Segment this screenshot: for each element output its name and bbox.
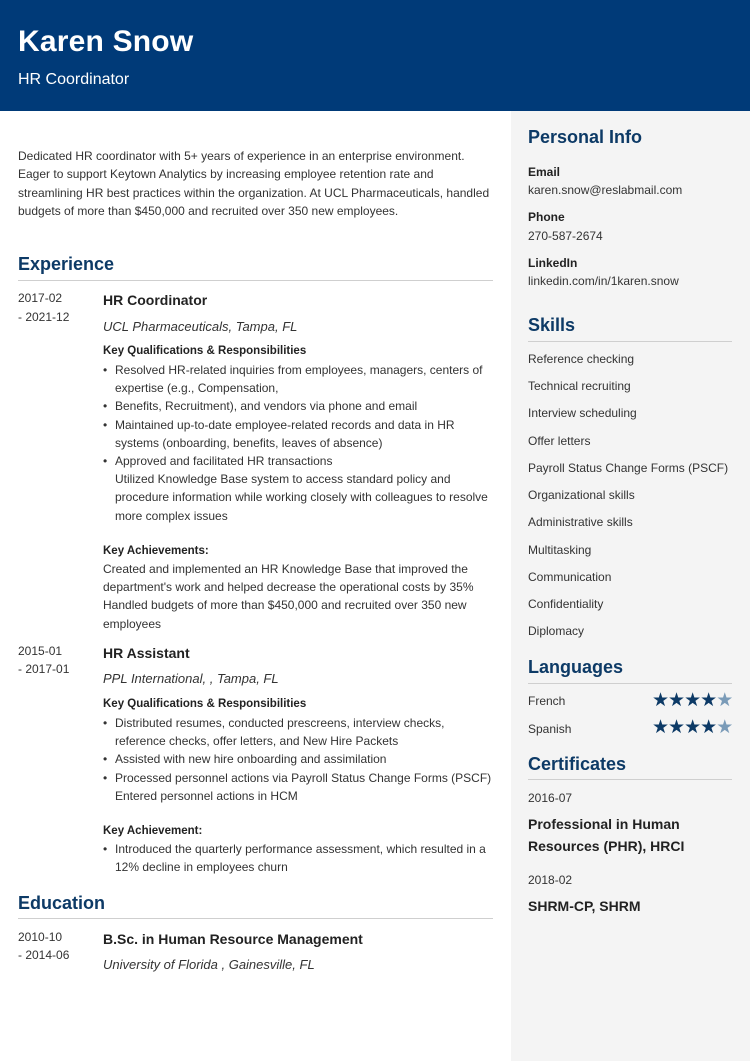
edu-date-start: 2010-10	[18, 930, 63, 944]
skills-divider	[528, 341, 732, 342]
certificate-date: 2016-07	[528, 791, 573, 805]
qualifications-heading: Key Qualifications & Responsibilities	[103, 698, 307, 710]
edu-degree: B.Sc. in Human Resource Management	[103, 931, 363, 947]
list-item: • Benefits, Recruitment), and vendors via phone and email	[103, 397, 495, 415]
star-filled-icon: ★	[652, 717, 669, 738]
job-title: HR Coordinator	[103, 292, 208, 308]
job-date-start: 2015-01	[18, 644, 63, 658]
list-item: • Assisted with new hire onboarding and assimilation	[103, 750, 495, 768]
skill-item: Administrative skills	[528, 515, 633, 529]
list-item: • Distributed resumes, conducted prescreens, interview checks, reference checks, offer letters, and New Hire Packets	[103, 714, 495, 750]
job-date-end: - 2017-01	[18, 662, 70, 676]
skill-item: Reference checking	[528, 352, 635, 366]
list-item: Utilized Knowledge Base system to access standard policy and procedure information while working closely with colleagues to resolve more complex issues	[115, 472, 488, 523]
language-name: Spanish	[528, 722, 572, 736]
main-column	[0, 111, 511, 1061]
star-empty-icon: ★	[716, 690, 733, 711]
certificate-name: SHRM-CP, SHRM	[528, 898, 641, 914]
certificate-name: Professional in Human Resources (PHR), HRCI	[528, 816, 685, 854]
education-title: Education	[18, 893, 106, 913]
star-filled-icon: ★	[684, 717, 701, 738]
skill-item: Interview scheduling	[528, 406, 637, 420]
experience-title: Experience	[18, 254, 115, 274]
list-item: • Resolved HR-related inquiries from employees, managers, centers of expertise (e.g., Compensation,	[103, 361, 495, 397]
resume-header	[0, 0, 750, 111]
skill-item: Confidentiality	[528, 597, 604, 611]
job-date-end: - 2021-12	[18, 310, 70, 324]
personal-info-title: Personal Info	[528, 127, 643, 147]
star-filled-icon: ★	[700, 690, 717, 711]
star-filled-icon: ★	[652, 690, 669, 711]
candidate-name: Karen Snow	[18, 25, 194, 58]
skill-item: Organizational skills	[528, 488, 635, 502]
job-company: UCL Pharmaceuticals, Tampa, FL	[103, 319, 298, 334]
skill-item: Diplomacy	[528, 624, 585, 638]
list-item: • Approved and facilitated HR transactions	[103, 452, 495, 470]
job-date-start: 2017-02	[18, 291, 63, 305]
skill-item: Multitasking	[528, 543, 592, 557]
list-item: Entered personnel actions in HCM	[115, 788, 298, 803]
email-label: Email	[528, 165, 561, 179]
list-item: • Maintained up-to-date employee-related records and data in HR systems (onboarding, benefits, leaves of absence)	[103, 416, 495, 452]
certificates-title: Certificates	[528, 754, 627, 774]
certificate-date: 2018-02	[528, 873, 573, 887]
skill-item: Communication	[528, 570, 612, 584]
language-rating-stars	[652, 691, 732, 710]
responsibilities-list	[103, 361, 495, 525]
language-name: French	[528, 694, 566, 708]
achievements-heading: Key Achievements:	[103, 545, 209, 557]
phone-value: 270-587-2674	[528, 229, 603, 243]
language-rating-stars	[652, 718, 732, 737]
list-item: • Introduced the quarterly performance assessment, which resulted in a 12% decline in employees churn	[103, 840, 495, 876]
achievements-list	[103, 840, 495, 876]
job-title: HR Assistant	[103, 645, 190, 661]
email-value: karen.snow@reslabmail.com	[528, 183, 683, 197]
sidebar	[511, 111, 750, 1061]
job-company: PPL International, , Tampa, FL	[103, 671, 279, 686]
skill-item: Payroll Status Change Forms (PSCF)	[528, 461, 729, 475]
star-filled-icon: ★	[668, 717, 685, 738]
star-filled-icon: ★	[684, 690, 701, 711]
candidate-role: HR Coordinator	[18, 71, 130, 88]
star-filled-icon: ★	[700, 717, 717, 738]
phone-label: Phone	[528, 210, 565, 224]
achievements-heading: Key Achievement:	[103, 825, 203, 837]
star-filled-icon: ★	[668, 690, 685, 711]
languages-divider	[528, 683, 732, 684]
qualifications-heading: Key Qualifications & Responsibilities	[103, 345, 307, 357]
achievements-text: Created and implemented an HR Knowledge Base that improved the department's work and helped decrease the operational costs by 35% Handled budgets of more than $450,000 and recruited over 350 new employees	[103, 562, 474, 631]
responsibilities-list	[103, 714, 495, 805]
summary-text: Dedicated HR coordinator with 5+ years of experience in an enterprise environment. Eager to support Keytown Analytics by increasing employee retention rate and streamlining HR best practices within the organization. At UCL Pharmaceuticals, handled budgets of more than $450,000 and recruited over 350 new employees.	[18, 149, 490, 218]
skill-item: Technical recruiting	[528, 379, 631, 393]
certificates-divider	[528, 779, 732, 780]
education-divider	[18, 918, 493, 919]
languages-title: Languages	[528, 657, 624, 677]
star-empty-icon: ★	[716, 717, 733, 738]
experience-divider	[18, 280, 493, 281]
skills-title: Skills	[528, 315, 576, 335]
list-item: • Processed personnel actions via Payroll Status Change Forms (PSCF)	[103, 769, 495, 787]
skill-item: Offer letters	[528, 434, 591, 448]
edu-school: University of Florida , Gainesville, FL	[103, 957, 315, 972]
edu-date-end: - 2014-06	[18, 948, 70, 962]
linkedin-label: LinkedIn	[528, 256, 578, 270]
linkedin-value: linkedin.com/in/1karen.snow	[528, 274, 679, 288]
